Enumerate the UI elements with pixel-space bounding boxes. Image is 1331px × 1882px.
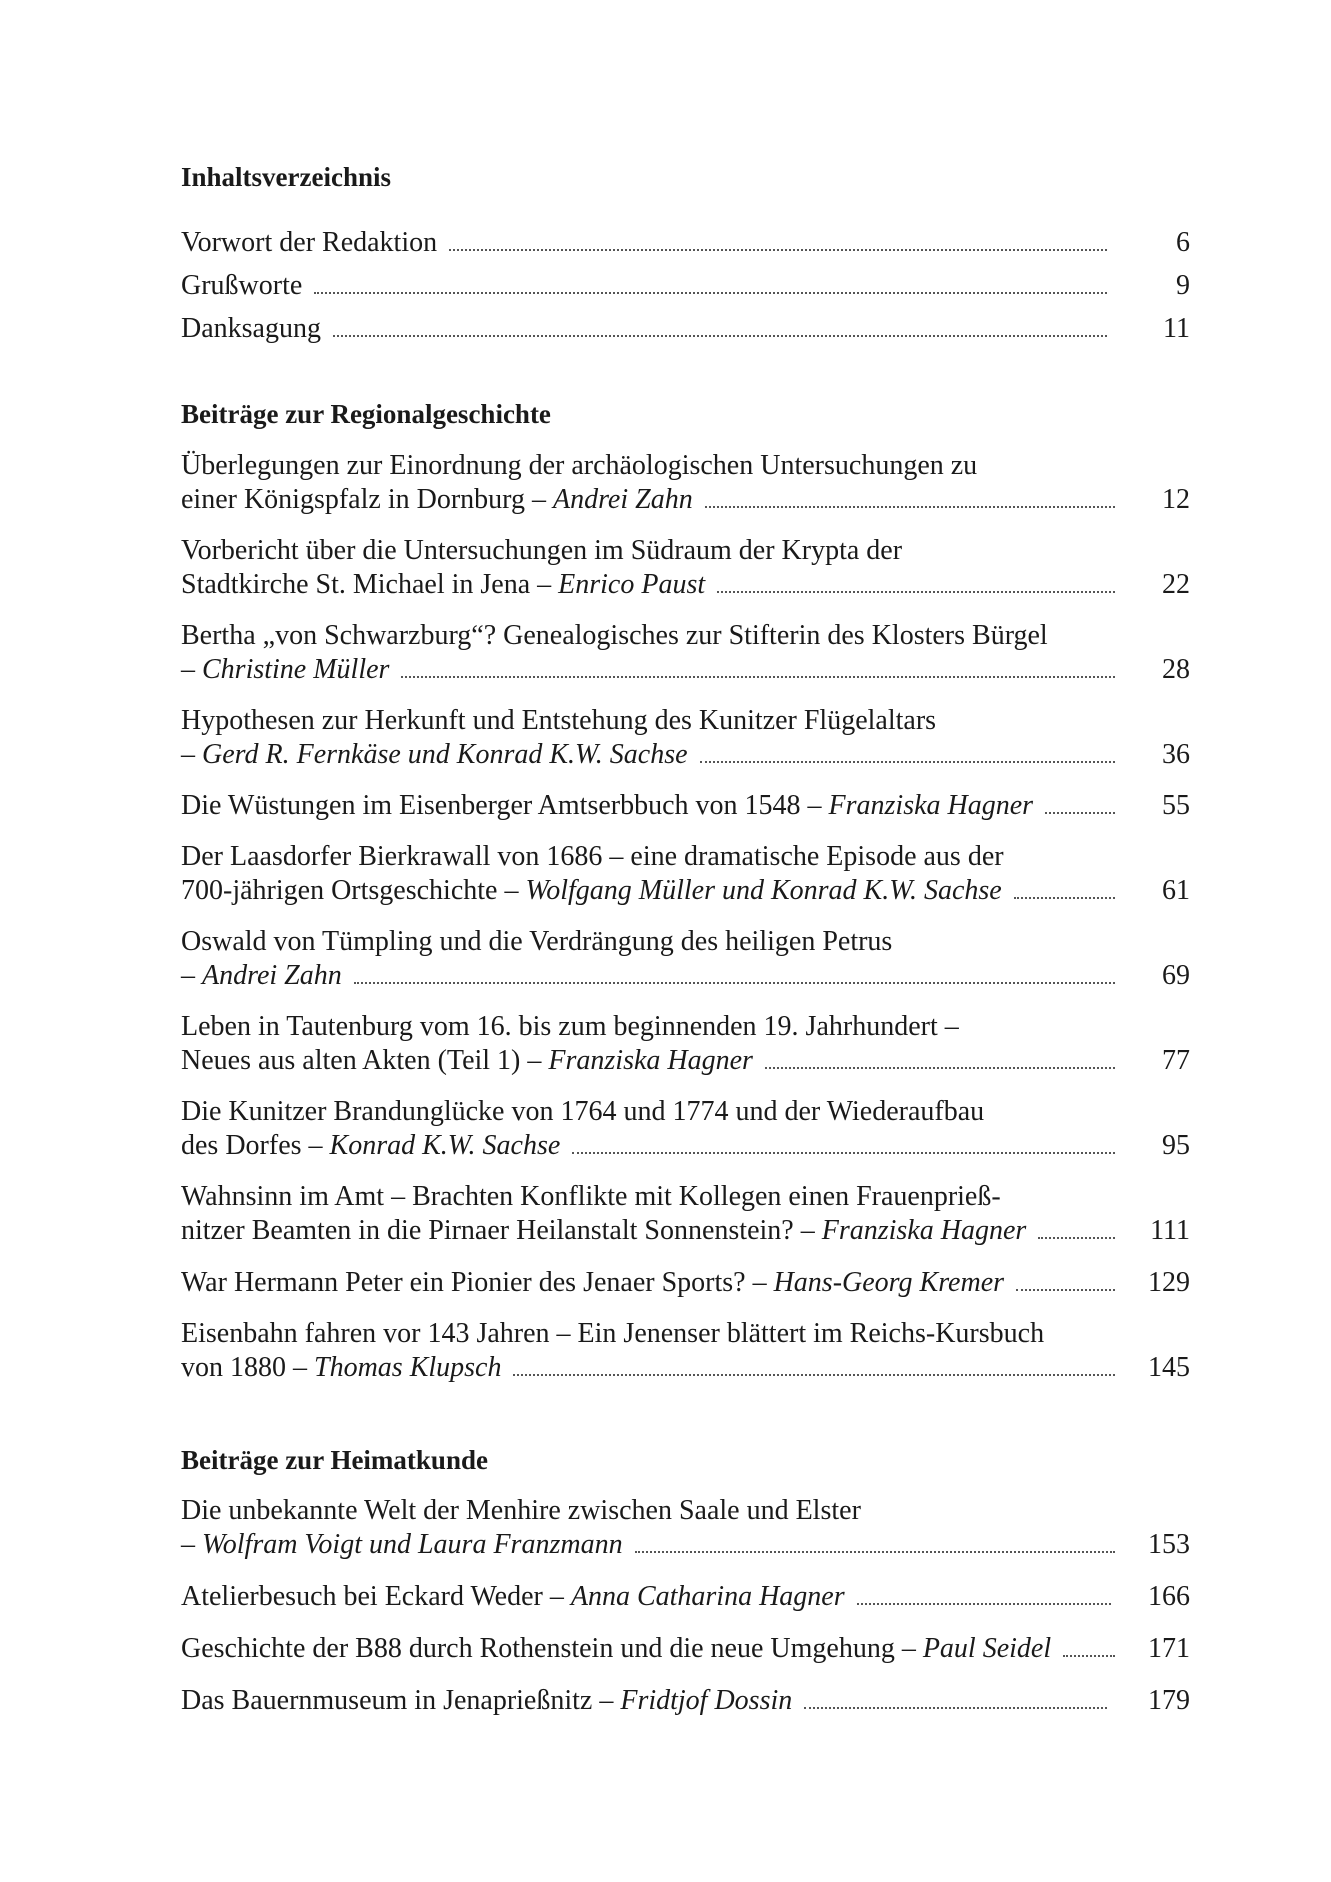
- toc-title: Inhaltsverzeichnis: [181, 162, 392, 192]
- entry-title: –: [181, 654, 202, 685]
- leader-dots: [705, 505, 1115, 508]
- entry-author: Franziska Hagner: [548, 1045, 753, 1076]
- page-number: 69: [1162, 960, 1190, 991]
- toc-entry: [181, 1684, 1107, 1718]
- leader-dots: [401, 675, 1115, 678]
- toc-entry: [181, 738, 1115, 772]
- toc-entry: [181, 1214, 1115, 1248]
- page-number: 153: [1148, 1529, 1190, 1560]
- entry-line1: Die unbekannte Welt der Menhire zwischen Saale und Elster: [181, 1495, 861, 1526]
- entry-author: Wolfgang Müller und Konrad K.W. Sachse: [525, 875, 1002, 906]
- toc-entry: [181, 568, 1115, 602]
- entry-title: Danksagung: [181, 313, 321, 344]
- leader-dots: [354, 981, 1115, 984]
- toc-entry: [181, 1632, 1115, 1666]
- entry-title: Atelierbesuch bei Eckard Weder –: [181, 1581, 571, 1612]
- entry-author: Fridtjof Dossin: [620, 1685, 793, 1716]
- page-number: 6: [1176, 227, 1190, 258]
- toc-entry: [181, 959, 1115, 993]
- toc-entry: [181, 1351, 1115, 1385]
- entry-line1: Oswald von Tümpling und die Verdrängung des heiligen Petrus: [181, 926, 893, 957]
- toc-entry: [181, 653, 1115, 687]
- leader-dots: [513, 1373, 1115, 1376]
- entry-title: Neues aus alten Akten (Teil 1) –: [181, 1045, 549, 1076]
- leader-dots: [1063, 1654, 1115, 1657]
- entry-author: Thomas Klupsch: [314, 1352, 502, 1383]
- page-number: 179: [1148, 1685, 1190, 1716]
- leader-dots: [314, 291, 1107, 294]
- entry-title: –: [181, 1529, 202, 1560]
- leader-dots: [572, 1151, 1115, 1154]
- toc-entry: [181, 1580, 1111, 1614]
- leader-dots: [1016, 1288, 1115, 1291]
- entry-title: Grußworte: [181, 270, 303, 301]
- page-number: 9: [1176, 270, 1190, 301]
- leader-dots: [1014, 896, 1115, 899]
- entry-title: –: [181, 960, 202, 991]
- entry-author: Andrei Zahn: [202, 960, 342, 991]
- entry-author: Anna Catharina Hagner: [570, 1581, 845, 1612]
- leader-dots: [804, 1706, 1107, 1709]
- toc-entry-vorwort: [181, 226, 1107, 260]
- entry-title: –: [181, 739, 202, 770]
- entry-author: Hans-Georg Kremer: [773, 1267, 1005, 1298]
- leader-dots: [449, 248, 1107, 251]
- entry-line1: Der Laasdorfer Bierkrawall von 1686 – eine dramatische Episode aus der: [181, 841, 1004, 872]
- entry-title: 700-jährigen Ortsgeschichte –: [181, 875, 526, 906]
- page-number: 77: [1162, 1045, 1190, 1076]
- entry-author: Gerd R. Fernkäse und Konrad K.W. Sachse: [202, 739, 688, 770]
- page-number: 95: [1162, 1130, 1190, 1161]
- section-heading-heimatkunde: Beiträge zur Heimatkunde: [181, 1445, 488, 1475]
- page-number: 55: [1162, 790, 1190, 821]
- page-number: 129: [1148, 1267, 1190, 1298]
- leader-dots: [333, 334, 1107, 337]
- toc-entry: [181, 1044, 1115, 1078]
- leader-dots: [857, 1602, 1111, 1605]
- page-number: 36: [1162, 739, 1190, 770]
- page-number: 28: [1162, 654, 1190, 685]
- toc-entry: [181, 1129, 1115, 1163]
- entry-title: einer Königspfalz in Dornburg –: [181, 484, 553, 515]
- entry-title: Das Bauernmuseum in Jenaprießnitz –: [181, 1685, 621, 1716]
- entry-title: des Dorfes –: [181, 1130, 330, 1161]
- entry-author: Konrad K.W. Sachse: [329, 1130, 561, 1161]
- entry-author: Paul Seidel: [922, 1633, 1052, 1664]
- entry-author: Franziska Hagner: [821, 1215, 1027, 1246]
- entry-title: Die Wüstungen im Eisenberger Amtserbbuch von 1548 –: [181, 790, 829, 821]
- page-number: 61: [1162, 875, 1190, 906]
- leader-dots: [700, 760, 1115, 763]
- entry-title: War Hermann Peter ein Pionier des Jenaer Sports? –: [181, 1267, 774, 1298]
- entry-line1: Wahnsinn im Amt – Brachten Konflikte mit Kollegen einen Frauenprieß-: [181, 1181, 1001, 1212]
- toc-entry: [181, 1266, 1115, 1300]
- page-number: 145: [1148, 1352, 1190, 1383]
- toc-entry: [181, 1528, 1115, 1562]
- entry-title: Stadtkirche St. Michael in Jena –: [181, 569, 559, 600]
- entry-title: Geschichte der B88 durch Rothenstein und die neue Umgehung –: [181, 1633, 923, 1664]
- entry-title: Vorwort der Redaktion: [181, 227, 438, 258]
- entry-author: Andrei Zahn: [552, 484, 693, 515]
- entry-title: von 1880 –: [181, 1352, 314, 1383]
- leader-dots: [1038, 1236, 1115, 1239]
- entry-author: Wolfram Voigt und Laura Franzmann: [202, 1529, 623, 1560]
- page-number: 12: [1162, 484, 1190, 515]
- entry-line1: Überlegungen zur Einordnung der archäologischen Untersuchungen zu: [181, 450, 978, 481]
- toc-entry: [181, 789, 1115, 823]
- leader-dots: [1045, 811, 1115, 814]
- page-number: 166: [1148, 1581, 1190, 1612]
- page-number: 111: [1150, 1215, 1190, 1246]
- entry-line1: Vorbericht über die Untersuchungen im Südraum der Krypta der: [181, 535, 903, 566]
- toc-entry: [181, 874, 1115, 908]
- page-number: 171: [1148, 1633, 1190, 1664]
- entry-author: Franziska Hagner: [828, 790, 1034, 821]
- entry-line1: Hypothesen zur Herkunft und Entstehung des Kunitzer Flügelaltars: [181, 705, 937, 736]
- entry-line1: Eisenbahn fahren vor 143 Jahren – Ein Jenenser blättert im Reichs-Kursbuch: [181, 1318, 1045, 1349]
- entry-title: nitzer Beamten in die Pirnaer Heilanstalt Sonnenstein? –: [181, 1215, 822, 1246]
- toc-entry: [181, 483, 1115, 517]
- section-heading-regionalgeschichte: Beiträge zur Regionalgeschichte: [181, 399, 551, 429]
- entry-author: Christine Müller: [202, 654, 390, 685]
- entry-line1: Die Kunitzer Brandunglücke von 1764 und 1774 und der Wiederaufbau: [181, 1096, 985, 1127]
- leader-dots: [635, 1550, 1115, 1553]
- entry-line1: Leben in Tautenburg vom 16. bis zum beginnenden 19. Jahrhundert –: [181, 1011, 959, 1042]
- page-number: 11: [1163, 313, 1190, 344]
- page-number: 22: [1162, 569, 1190, 600]
- entry-author: Enrico Paust: [558, 569, 706, 600]
- leader-dots: [765, 1066, 1115, 1069]
- entry-line1: Bertha „von Schwarzburg“? Genealogisches zur Stifterin des Klosters Bürgel: [181, 620, 1048, 651]
- toc-entry-danksagung: [181, 312, 1107, 346]
- leader-dots: [717, 590, 1115, 593]
- toc-entry-grussworte: [181, 269, 1107, 303]
